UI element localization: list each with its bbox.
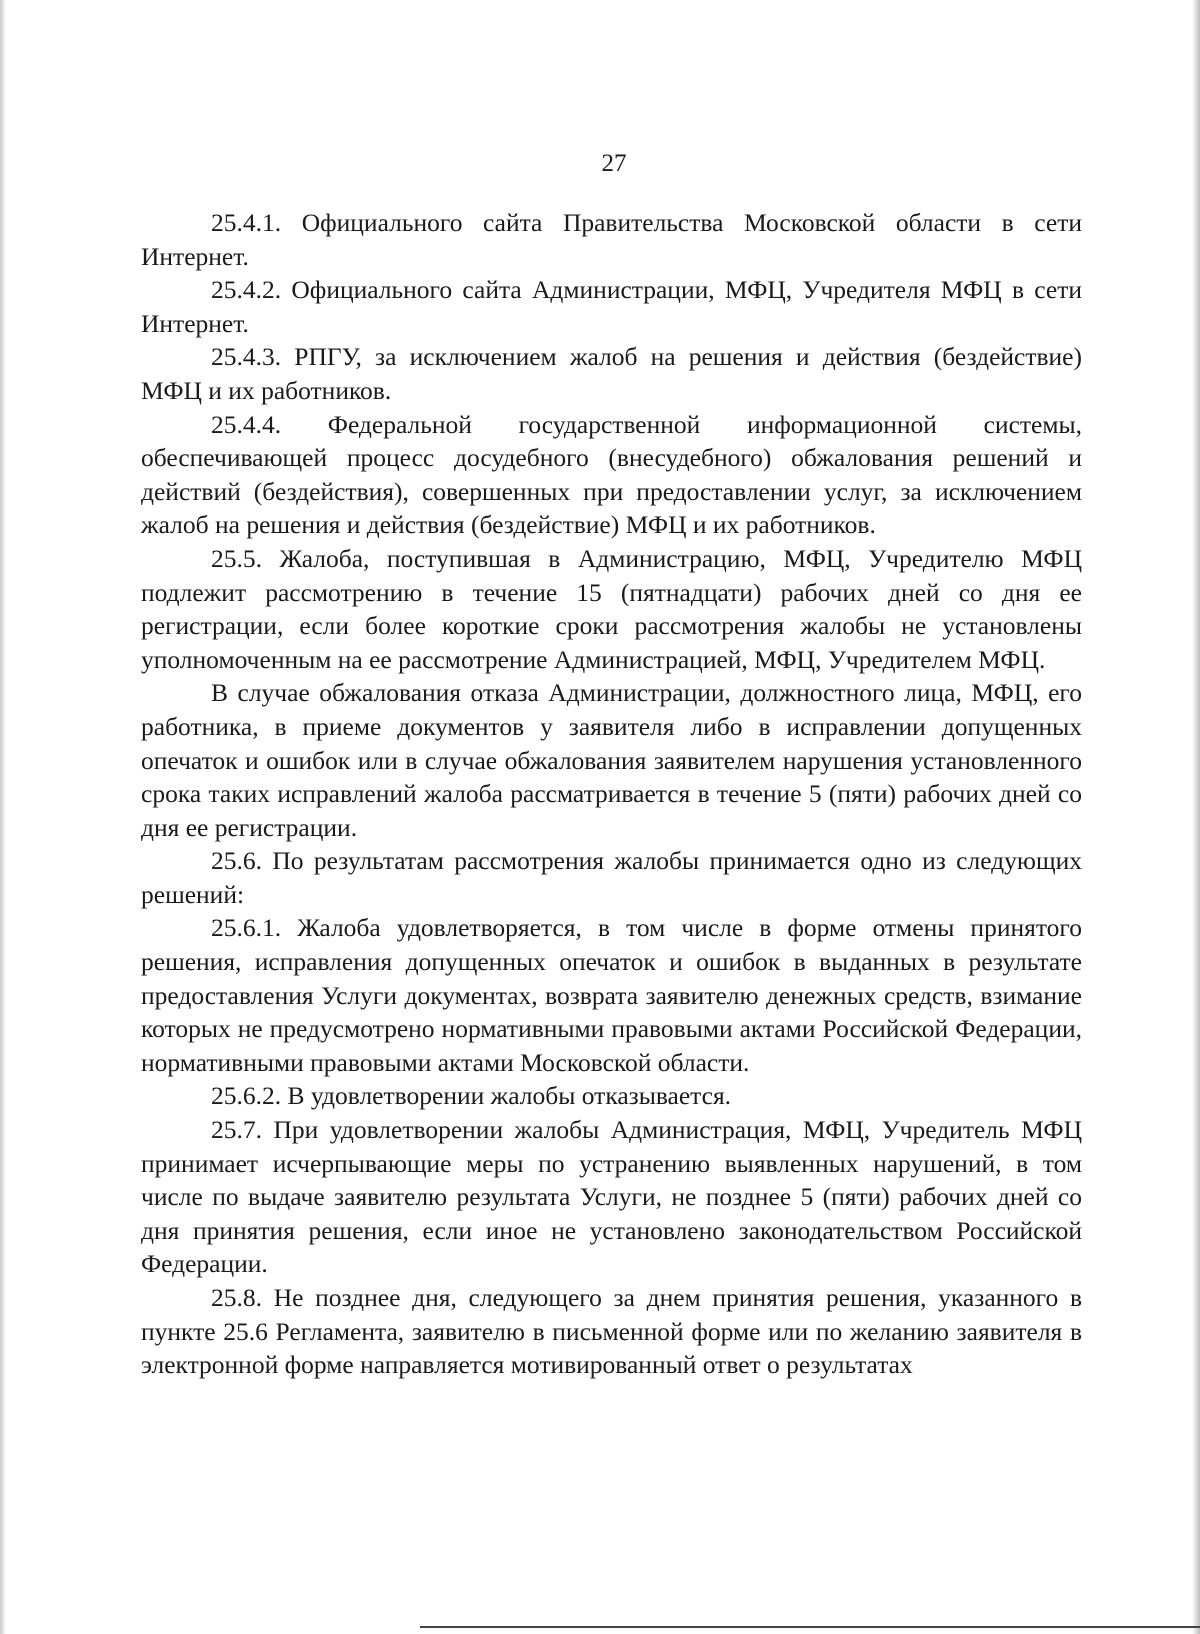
scan-edge-right (1192, 0, 1200, 1634)
paragraph-25-7: 25.7. При удовлетворении жалобы Администрация, МФЦ, Учредитель МФЦ принимает исчерпывающие меры по устранению выявленных нарушений, в том числе по выдаче заявителю результата Услуги, не позднее 5 (пяти) рабочих дней со дня принятия решения, если иное не установлено законодательством Российской Федерации. (141, 1115, 1082, 1279)
scan-edge-left (0, 0, 6, 1634)
paragraph-25-4-2: 25.4.2. Официального сайта Администрации, МФЦ, Учредителя МФЦ в сети Интернет. (141, 275, 1082, 338)
paragraph-25-6-2: 25.6.2. В удовлетворении жалобы отказывается. (211, 1081, 732, 1111)
document-body (141, 206, 1082, 1382)
paragraph-25-5-appeal: В случае обжалования отказа Администрации, должностного лица, МФЦ, его работника, в приеме документов у заявителя либо в исправлении допущенных опечаток и ошибок или в случае обжалования заявителем нарушения установленного срока таких исправлений жалоба рассматривается в течение 5 (пяти) рабочих дней со дня ее регистрации. (141, 678, 1082, 842)
paragraph-25-4-3: 25.4.3. РПГУ, за исключением жалоб на решения и действия (бездействие) МФЦ и их работников. (141, 342, 1082, 405)
paragraph-25-6-1: 25.6.1. Жалоба удовлетворяется, в том числе в форме отмены принятого решения, исправления допущенных опечаток и ошибок в выданных в результате предоставления Услуги документах, возврата заявителю денежных средств, взимание которых не предусмотрено нормативными правовыми актами Российской Федерации, нормативными правовыми актами Московской области. (141, 913, 1082, 1077)
paragraph-25-4-4: 25.4.4. Федеральной государственной информационной системы, обеспечивающей процесс досудебного (внесудебного) обжалования решений и действий (бездействия), совершенных при предоставлении услуг, за исключением жалоб на решения и действия (бездействие) МФЦ и их работников. (141, 409, 1082, 540)
scan-edge-bottom (420, 1626, 1200, 1628)
page-number: 27 (601, 150, 627, 177)
paragraph-25-6: 25.6. По результатам рассмотрения жалобы принимается одно из следующих решений: (141, 846, 1082, 909)
paragraph-25-5: 25.5. Жалоба, поступившая в Администрацию, МФЦ, Учредителю МФЦ подлежит рассмотрению в течение 15 (пятнадцати) рабочих дней со дня ее регистрации, если более короткие сроки рассмотрения жалобы не установлены уполномоченным на ее рассмотрение Администрацией, МФЦ, Учредителем МФЦ. (141, 543, 1082, 674)
paragraph-25-8: 25.8. Не позднее дня, следующего за днем принятия решения, указанного в пункте 25.6 Регламента, заявителю в письменной форме или по желанию заявителя в электронной форме направляется мотивированный ответ о результатах (141, 1283, 1082, 1380)
paragraph-25-4-1: 25.4.1. Официального сайта Правительства Московской области в сети Интернет. (141, 208, 1082, 271)
